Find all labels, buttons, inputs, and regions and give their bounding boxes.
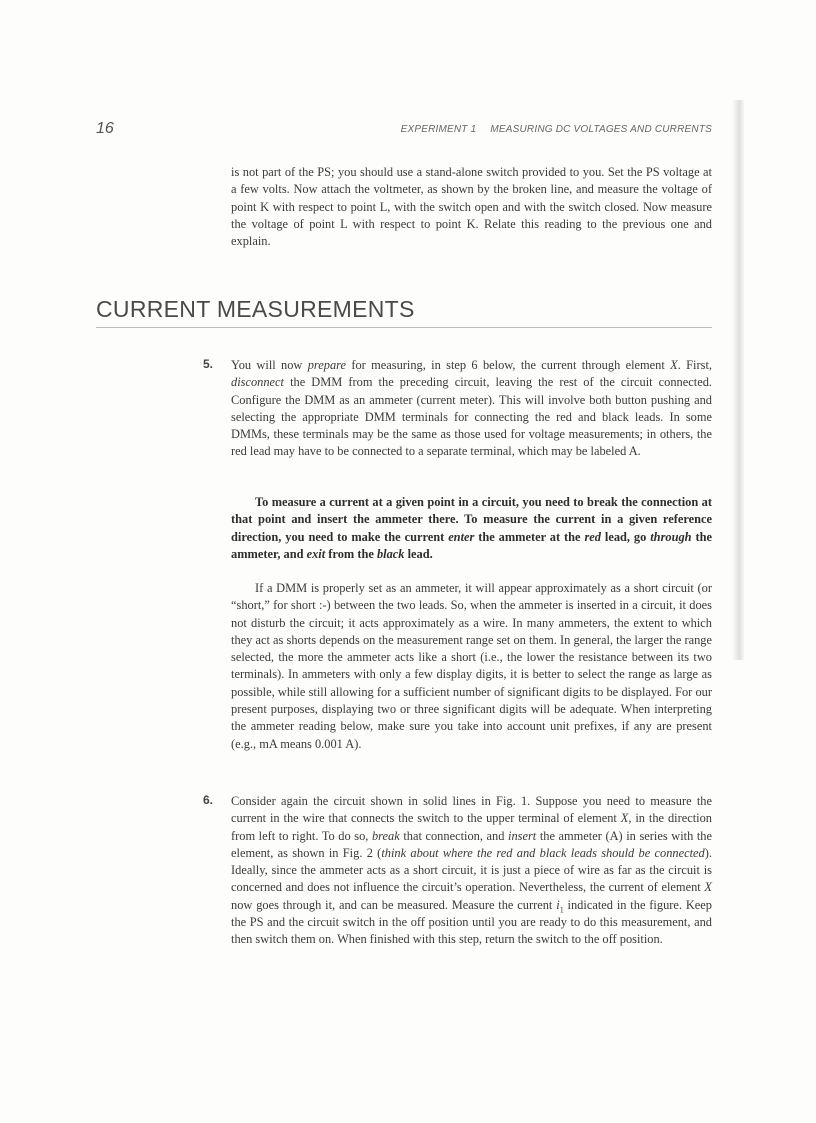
section-divider bbox=[96, 327, 712, 328]
step-number: 6. bbox=[203, 793, 214, 807]
experiment-label: EXPERIMENT 1 bbox=[400, 124, 477, 135]
running-title bbox=[401, 124, 712, 135]
step-number: 5. bbox=[203, 357, 214, 371]
ammeter-paragraph bbox=[231, 580, 712, 753]
chapter-title: MEASURING DC VOLTAGES AND CURRENTS bbox=[490, 124, 712, 135]
page-number: 16 bbox=[96, 120, 114, 137]
key-rule-paragraph bbox=[231, 494, 712, 563]
intro-paragraph bbox=[231, 164, 712, 250]
section-heading: CURRENT MEASUREMENTS bbox=[96, 296, 415, 322]
intro-text: is not part of the PS; you should use a stand-alone switch provided to you. Set the PS voltage at a few volts. Now attach the voltmeter, as shown by the broken line, and measure the voltage of point K with respect to point L, with the switch open and with the switch closed. Now measure the voltage of point L with respect to point K. Relate this reading to the previous one and explain. bbox=[231, 165, 712, 249]
running-header bbox=[96, 120, 712, 142]
key-rule-text: To measure a current at a given point in a circuit, you need to break the connection at that point and insert the ammeter there. To measure the current in a given reference direction, you need to make the current enter the ammeter at the red lead, go through the ammeter, and exit from the black lead. bbox=[231, 495, 712, 561]
step-5-text: You will now prepare for measuring, in step 6 below, the current through element X. First, disconnect the DMM from the preceding circuit, leaving the rest of the circuit connected. Configure the DMM as an ammeter (current meter). This will involve both button pushing and selecting the appropriate DMM terminals for connecting the red and black leads. In some DMMs, these terminals may be the same as those used for voltage measurements; in others, the red lead may have to be connected to a separate terminal, which may be labeled A. bbox=[231, 358, 712, 459]
step-6 bbox=[203, 793, 712, 949]
step-6-text: Consider again the circuit shown in solid lines in Fig. 1. Suppose you need to measure the current in the wire that connects the switch to the upper terminal of element X, in the direction from left to right. To do so, break that connection, and insert the ammeter (A) in series with the element, as shown in Fig. 2 (think about where the red and black leads should be connected). Ideally, since the ammeter acts as a short circuit, it is just a piece of wire as far as the circuit is concerned and does not influence the circuit’s operation. Nevertheless, the current of element X now goes through it, and can be measured. Measure the current $i_1$ indicated in the figure. Keep the PS and the circuit switch in the off position until you are ready to do this measurement, and then switch them on. When finished with this step, return the switch to the off position. bbox=[231, 794, 712, 947]
ammeter-text: If a DMM is properly set as an ammeter, it will appear approximately as a short circuit (or “short,” for short :-) between the two leads. So, when the ammeter is inserted in a circuit, it does not disturb the circuit; it acts approximately as a wire. In many ammeters, the extent to which they act as shorts depends on the measurement range set on them. In general, the larger the range selected, the more the ammeter acts like a short (i.e., the lower the resistance between its two terminals). In ammeters with only a few display digits, it is better to select the range as large as possible, while still allowing for a sufficient number of significant digits to be displayed. For our present purposes, displaying two or three significant digits will be adequate. When interpreting the ammeter reading below, make sure you take into account unit prefixes, if any are present (e.g., mA means 0.001 A). bbox=[231, 581, 712, 751]
step-5 bbox=[203, 357, 712, 461]
page-edge-shadow bbox=[732, 100, 744, 660]
